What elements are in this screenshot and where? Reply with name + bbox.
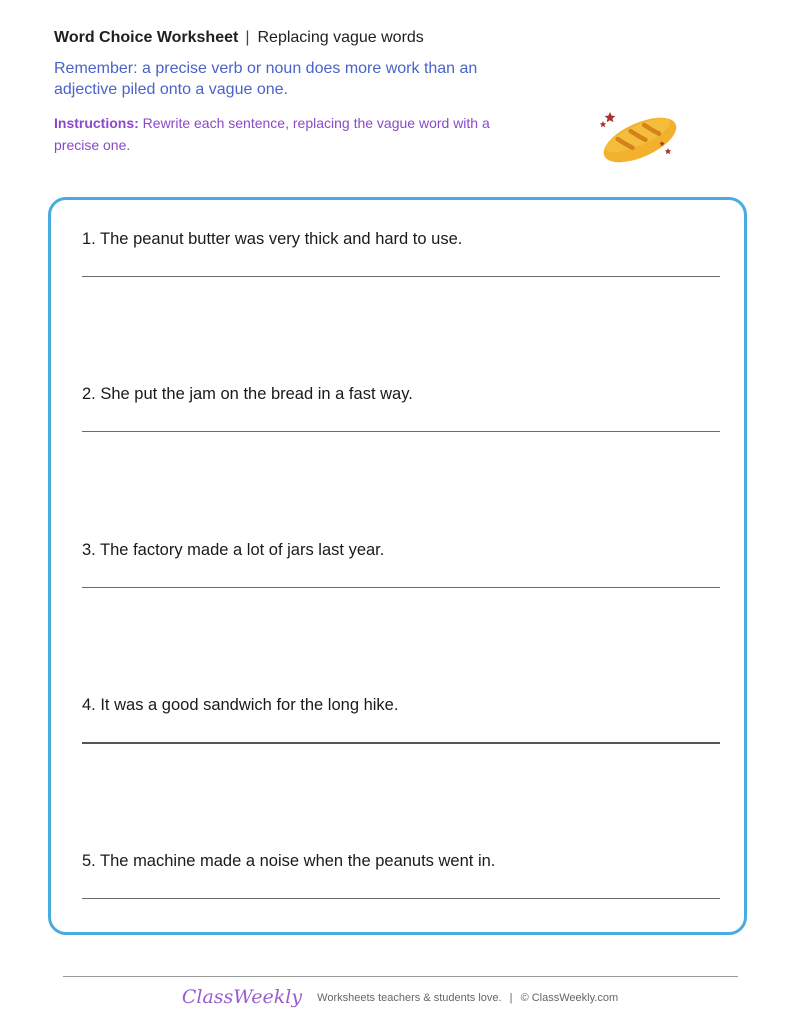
worksheet-subtitle: Replacing vague words bbox=[257, 29, 424, 46]
question-text: 2. She put the jam on the bread in a fast way. bbox=[82, 385, 413, 403]
question-text: 4. It was a good sandwich for the long hike. bbox=[82, 696, 399, 714]
question-3 bbox=[82, 539, 722, 561]
answer-line-2[interactable] bbox=[82, 431, 720, 432]
instructions-label: Instructions: bbox=[54, 115, 139, 131]
question-text: 5. The machine made a noise when the peanuts went in. bbox=[82, 852, 496, 870]
title-separator: | bbox=[245, 29, 250, 46]
question-text: 3. The factory made a lot of jars last year. bbox=[82, 541, 385, 559]
instructions-text: Rewrite each sentence, replacing the vague word with a precise one. bbox=[54, 115, 490, 153]
question-1 bbox=[82, 228, 722, 250]
bread-icon bbox=[590, 104, 682, 170]
footer-tagline: Worksheets teachers & students love. bbox=[317, 992, 502, 1004]
answer-line-4[interactable] bbox=[82, 742, 720, 744]
brand-logo: ClassWeekly bbox=[181, 986, 303, 1008]
instructions bbox=[54, 112, 534, 156]
worksheet-header bbox=[54, 28, 574, 156]
question-4 bbox=[82, 694, 722, 716]
footer bbox=[0, 986, 800, 1008]
footer-divider bbox=[63, 976, 738, 977]
answer-line-3[interactable] bbox=[82, 587, 720, 588]
questions-card bbox=[48, 197, 747, 935]
footer-separator: | bbox=[509, 992, 513, 1004]
question-2 bbox=[82, 383, 722, 405]
answer-line-1[interactable] bbox=[82, 276, 720, 277]
answer-line-5[interactable] bbox=[82, 898, 720, 899]
footer-copyright: © ClassWeekly.com bbox=[520, 992, 619, 1004]
title-line bbox=[54, 28, 574, 48]
worksheet-title: Word Choice Worksheet bbox=[54, 29, 239, 46]
question-5 bbox=[82, 850, 722, 872]
question-text: 1. The peanut butter was very thick and hard to use. bbox=[82, 230, 463, 248]
remember-note: Remember: a precise verb or noun does more work than an adjective piled onto a vague one. bbox=[54, 60, 478, 98]
